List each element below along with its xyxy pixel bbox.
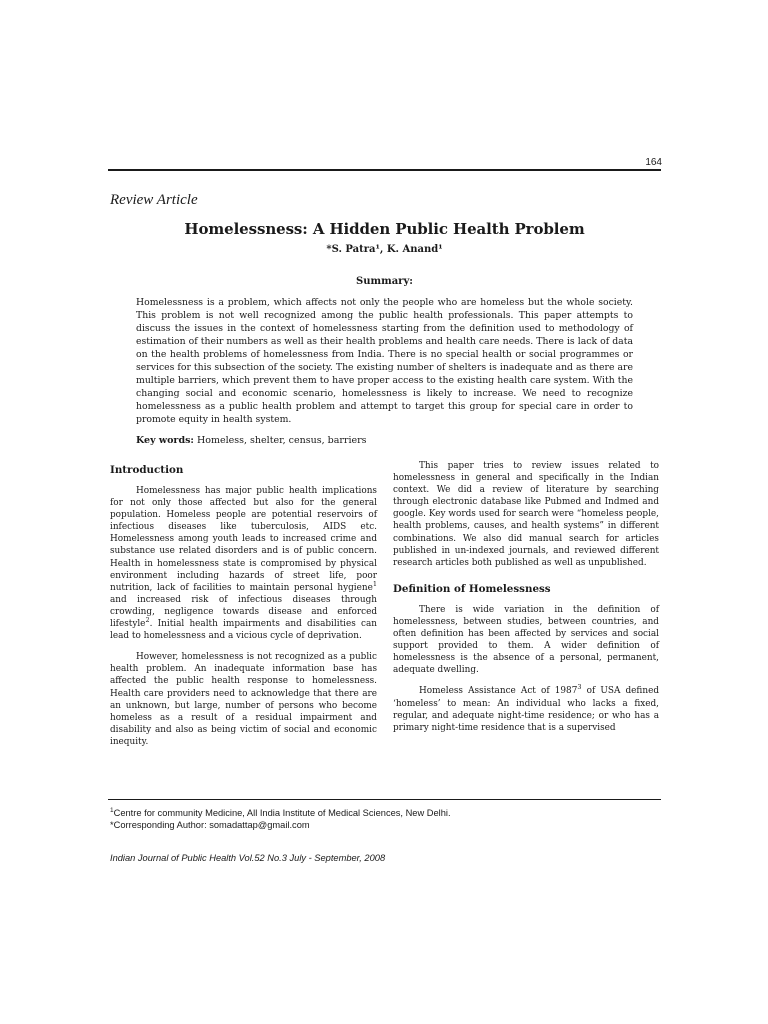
keywords-label: Key words: <box>136 435 194 446</box>
header-rule <box>108 169 661 171</box>
definition-p2-text-a: Homeless Assistance Act of 1987 <box>419 686 578 697</box>
summary-text: Homelessness is a problem, which affects not only the people who are homeless but the whole society. This problem is not well recognized among the public health professionals. This paper attempts to discuss the issues in the context of homelessness starting from the definition used to methodology of estimation of their numbers as well as their health problems and health care needs. There is lack of data on the health problems of homelessness from India. There is no special health or social programmes or services for this subsection of the society. The existing number of shelters is inadequate and as there are multiple barriers, which prevent them to have proper access to the existing health care system. With the changing social and economic scenario, homelessness is likely to increase. We need to recognize homelessness as a public health problem and attempt to target this group for special care in order to promote equity in health system. <box>136 297 633 425</box>
definition-paragraph-1: There is wide variation in the definition of homelessness, between studies, between countries, and often definition has been affected by services and social support provided to them. A wider definition of homelessness is the absence of a personal, permanent, adequate dwelling. <box>393 604 659 676</box>
definition-paragraph-2 <box>393 685 659 733</box>
intro-p1-text-c: . Initial health impairments and disabilities can lead to homelessness and a vicious cycle of deprivation. <box>110 619 377 642</box>
citation-2: 2 <box>145 616 150 625</box>
summary-heading: Summary: <box>356 276 413 287</box>
citation-1: 1 <box>372 579 377 588</box>
affiliation-text: Centre for community Medicine, All India Institute of Medical Sciences, New Delhi. <box>113 808 451 819</box>
article-title: Homelessness: A Hidden Public Health Problem <box>184 220 585 238</box>
introduction-paragraph-2: However, homelessness is not recognized as a public health problem. An inadequate information base has affected the public health response to homelessness. Health care providers need to acknowledge that there are an unknown, but large, number of persons who become homeless as a result of a residual impairment and disability and also as being victim of social and economic inequity. <box>110 652 377 747</box>
journal-citation-footer: Indian Journal of Public Health Vol.52 No.3 July - September, 2008 <box>110 853 386 863</box>
intro-p1-text-a: Homelessness has major public health implications for not only those affected but also for the general population. Homeless people are potential reservoirs of infectious diseases like tuberculosis, AIDS etc. Homelessness among youth leads to increased crime and substance use related disorders and is of public concern. Health in homelessness state is compromised by physical environment including hazards of street life, poor nutrition, lack of facilities to maintain personal hygiene <box>110 486 377 593</box>
footnote-rule <box>108 799 661 800</box>
keywords <box>136 434 633 447</box>
affiliation-footnote <box>110 805 660 819</box>
footnotes <box>110 805 660 831</box>
right-column <box>393 460 659 743</box>
review-paragraph: This paper tries to review issues related to homelessness in general and specifically in the Indian context. We did a review of literature by searching through electronic database like Pubmed and Indmed and google. Key words used for search were “homeless people, health problems, causes, and health systems” in different combinations. We also did manual search for articles published in un-indexed journals, and reviewed different research articles both published as well as unpublished. <box>393 461 659 568</box>
introduction-paragraph-1 <box>110 485 377 642</box>
left-column <box>110 460 377 757</box>
page-number: 164 <box>645 157 662 168</box>
keywords-list: Homeless, shelter, census, barriers <box>193 435 367 446</box>
intro-p1-text-b: and increased risk of infectious diseases through crowding, negligence towards disease and enforced lifestyle <box>110 594 377 630</box>
article-type-label: Review Article <box>110 192 198 208</box>
article-authors: *S. Patra¹, K. Anand¹ <box>326 244 443 255</box>
definition-heading: Definition of Homelessness <box>393 582 551 595</box>
definition-p2-text-b: of USA defined ‘homeless’ to mean: An individual who lacks a fixed, regular, and adequate night-time residence; or who has a primary night-time residence that is a supervised <box>393 686 659 733</box>
corresponding-author-footnote: *Corresponding Author: somadattap@gmail.com <box>110 820 310 831</box>
citation-3: 3 <box>577 683 582 692</box>
affiliation-mark: 1 <box>110 807 114 814</box>
introduction-heading: Introduction <box>110 464 184 476</box>
